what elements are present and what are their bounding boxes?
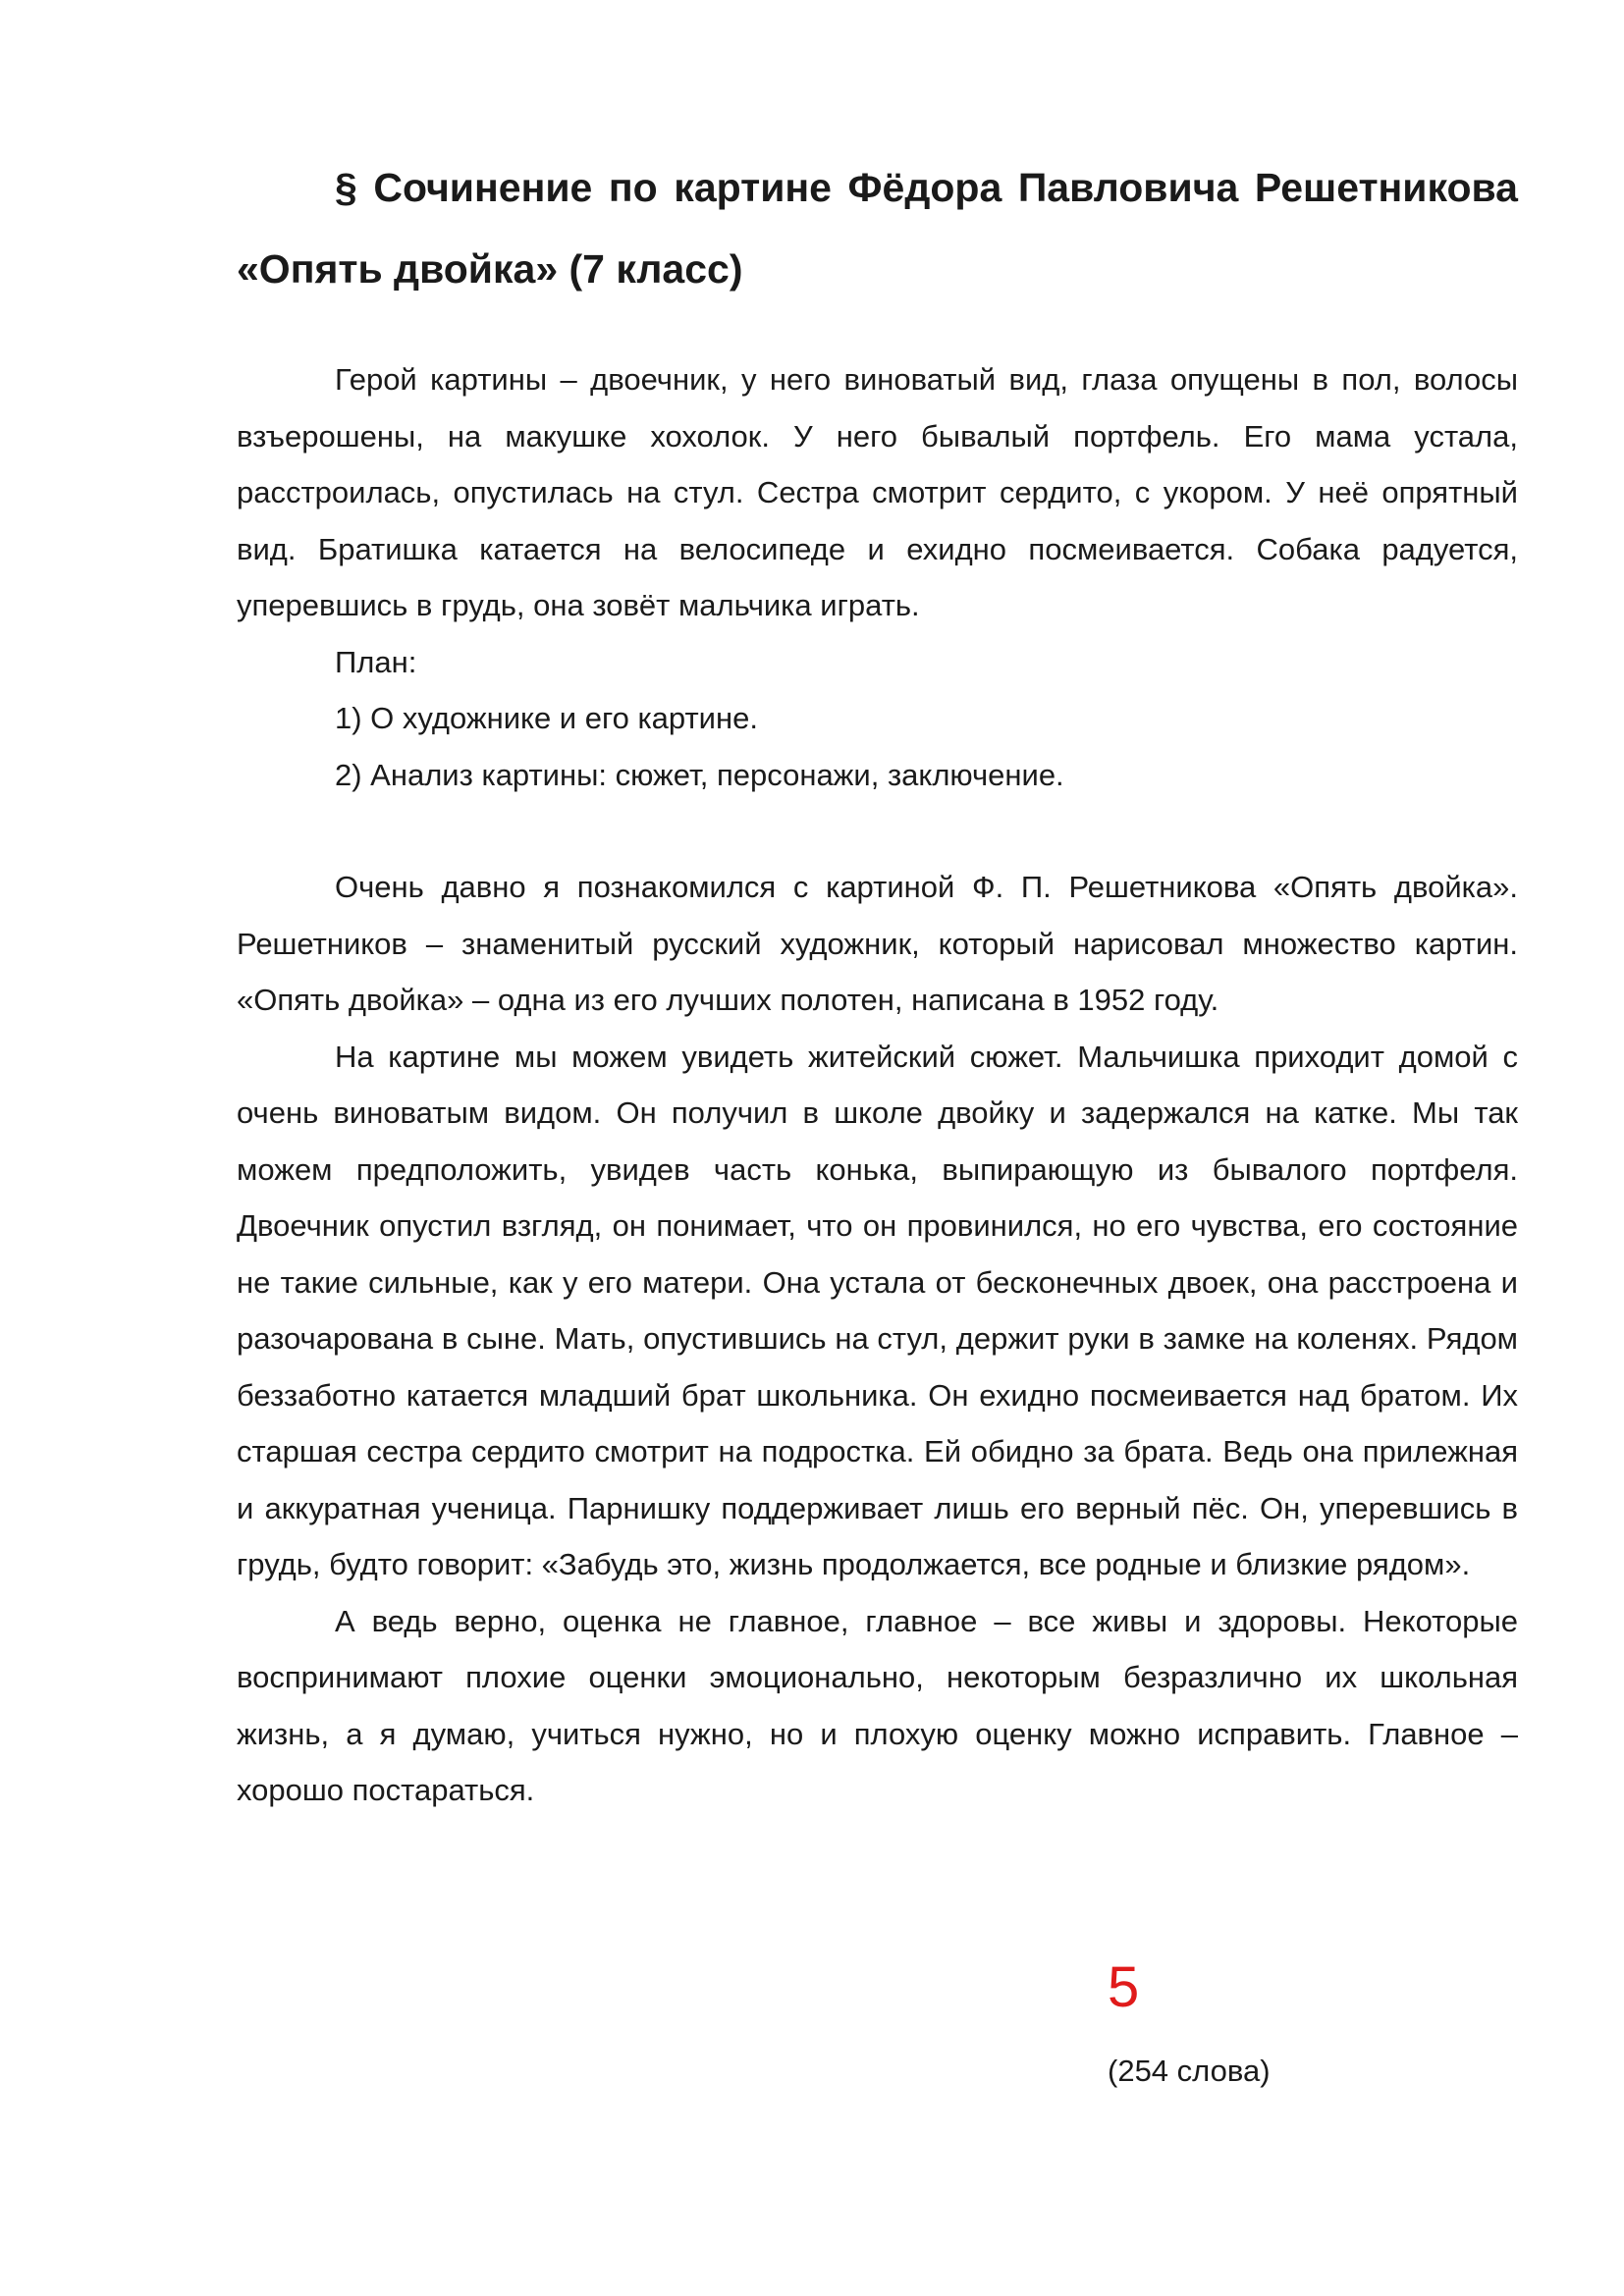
plan-item-2: 2) Анализ картины: сюжет, персонажи, заключение. [335, 757, 1064, 792]
spacer [237, 310, 1518, 351]
spacer [237, 803, 1518, 859]
essay-title: § Сочинение по картине Фёдора Павловича Решетникова «Опять двойка» (7 класс) [237, 165, 1518, 292]
essay-paragraph-2: На картине мы можем увидеть житейский сюжет. Мальчишка приходит домой с очень виноватым видом. Он получил в школе двойку и задержался на катке. Мы так можем предположить, увидев часть конька, выпирающую из бывалого портфеля. Двоечник опустил взгляд, он понимает, что он провинился, но его чувства, его состояние не такие сильные, как у его матери. Она устала от бесконечных двоек, она расстроена и разочарована в сыне. Мать, опустившись на стул, держит руки в замке на коленях. Рядом беззаботно катается младший брат школьника. Он ехидно посмеивается над братом. Их старшая сестра сердито смотрит на подростка. Ей обидно за брата. Ведь она прилежная и аккуратная ученица. Парнишку поддерживает лишь его верный пёс. Он, уперевшись в грудь, будто говорит: «Забудь это, жизнь продолжается, все родные и близкие рядом». [237, 1039, 1518, 1581]
essay-paragraph-1: Очень давно я познакомился с картиной Ф. П. Решетникова «Опять двойка». Решетников – знаменитый русский художник, который нарисовал множество картин. «Опять двойка» – одна из его лучших полотен, написана в 1952 году. [237, 870, 1518, 1017]
word-count: (254 слова) [1108, 2054, 1271, 2088]
essay-paragraph-3: А ведь верно, оценка не главное, главное – все живы и здоровы. Некоторые воспринимают плохие оценки эмоционально, некоторым безразлично их школьная жизнь, а я думаю, учиться нужно, но и плохую оценку можно исправить. Главное – хорошо постараться. [237, 1603, 1518, 1807]
document-body [237, 147, 1518, 1819]
intro-paragraph: Герой картины – двоечник, у него виноватый вид, глаза опущены в пол, волосы взъерошены, на макушке хохолок. У него бывалый портфель. Его мама устала, расстроилась, опустилась на стул. Сестра смотрит сердито, с укором. У неё опрятный вид. Братишка катается на велосипеде и ехидно посмеивается. Собака радуется, уперевшись в грудь, она зовёт мальчика играть. [237, 362, 1518, 622]
plan-item-1: 1) О художнике и его картине. [335, 701, 758, 735]
grade-mark: 5 [1108, 1955, 1140, 2019]
plan-heading: План: [335, 644, 417, 679]
